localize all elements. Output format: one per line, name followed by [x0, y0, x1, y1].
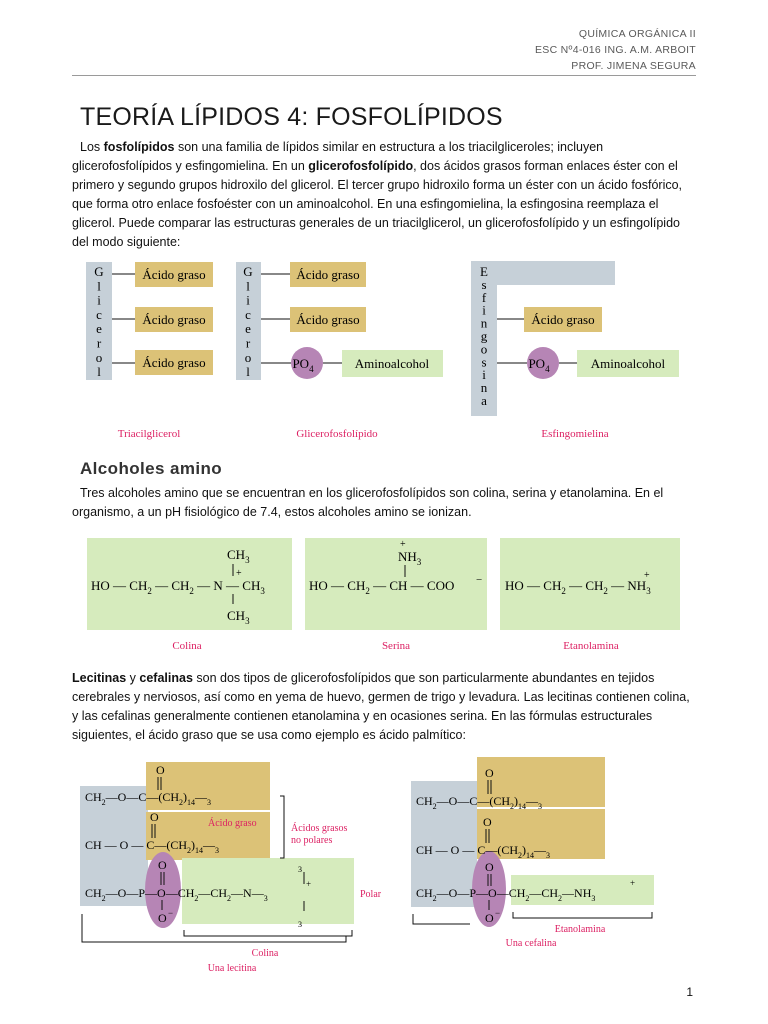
charge-plus: +: [644, 570, 650, 581]
una-cefalina-label: Una cefalina: [505, 938, 557, 949]
vertical-letter: l: [97, 364, 101, 380]
sub-2: 2: [189, 586, 194, 596]
sub-3: 3: [263, 894, 268, 903]
sub-3: 3: [416, 557, 422, 567]
ch3-text: CH: [227, 608, 246, 623]
ch2-text: CH: [541, 886, 559, 900]
vertical-letter: i: [482, 367, 486, 383]
vertical-letter: s: [481, 276, 487, 292]
chain-text: (CH: [497, 843, 519, 857]
sub-3: 3: [245, 555, 250, 565]
sub-3: 3: [591, 894, 596, 903]
charge-plus: +: [400, 539, 406, 550]
caption-etanolamina: Etanolamina: [563, 640, 619, 652]
ch2-text: CH: [85, 886, 102, 900]
sub-3: 3: [215, 846, 220, 855]
charge-plus: +: [630, 878, 636, 888]
c-text: C: [138, 790, 147, 804]
aminoalcohol-label: Aminoalcohol: [354, 356, 430, 371]
header-teacher: PROF. JIMENA SEGURA: [571, 60, 696, 72]
vertical-letter: e: [96, 321, 102, 337]
lecitinas-text-1: y: [126, 671, 140, 685]
vertical-letter: l: [97, 278, 101, 294]
sub-2: 2: [558, 894, 563, 903]
sub-14: 14: [518, 802, 527, 811]
vertical-letter: l: [246, 364, 250, 380]
chain-text: (CH: [166, 838, 188, 852]
ch2-text: CH: [85, 790, 102, 804]
acido-graso-label: Ácido graso: [531, 312, 595, 327]
sub-2: 2: [561, 586, 566, 596]
o-text: O: [117, 790, 127, 804]
vertical-letter: a: [481, 393, 487, 408]
chain-text: (CH: [489, 794, 511, 808]
colina-label: Colina: [251, 948, 279, 959]
intro-text-1: Los: [80, 140, 104, 154]
carbonyl-o: O: [156, 763, 165, 777]
caption-glicerofosfolipido: Glicerofosfolípido: [296, 428, 378, 440]
sub-2: 2: [432, 894, 437, 903]
o-text: O: [488, 886, 497, 900]
acido-graso-label: Ácido graso: [142, 355, 206, 370]
o-text: O: [117, 886, 127, 900]
ch2-text: CH: [210, 886, 228, 900]
acido-graso-label: Ácido graso: [208, 818, 257, 829]
vertical-letter: s: [481, 354, 487, 370]
carbonyl-o: O: [483, 815, 492, 829]
cef-row3: $CH_2—O—P—O—CH_2—CH_2—NH_3$: [416, 886, 596, 903]
sub-2: 2: [187, 846, 192, 855]
sub-3: 3: [260, 586, 265, 596]
lecitina-structure: [80, 762, 382, 974]
caption-triacilglicerol: Triacilglicerol: [117, 428, 181, 440]
ch3-text: CH: [227, 547, 246, 562]
sub-2: 2: [518, 851, 523, 860]
carbonyl-o: O: [485, 766, 494, 780]
charge-minus: −: [495, 908, 501, 918]
sub-3: 3: [298, 865, 302, 874]
o-text: O: [157, 886, 166, 900]
caption-esfingomielina: Esfingomielina: [541, 428, 609, 440]
ho-text: HO: [91, 578, 110, 593]
po4-sub: 4: [309, 364, 314, 374]
serina-structure: [305, 538, 487, 652]
vertical-letter: o: [244, 349, 252, 365]
sub-3: 3: [646, 586, 651, 596]
page-number: 1: [686, 985, 693, 999]
phosphate-o-top: O: [485, 860, 494, 874]
ch3-text: CH: [242, 578, 261, 593]
vertical-letter: f: [481, 289, 487, 305]
vertical-letter: l: [246, 278, 250, 294]
o-text: O: [448, 794, 458, 808]
vertical-letter: i: [246, 292, 250, 308]
etanolamina-label: Etanolamina: [554, 924, 606, 935]
etanolamina-formula: HO — $CH_2$ — $CH_2$ — $NH_3$: [505, 578, 651, 596]
sub-2: 2: [101, 798, 106, 807]
serina-formula: HO — $CH_2$ — CH — COO: [309, 578, 455, 596]
ch-text: CH: [85, 838, 102, 852]
o-text: O: [448, 886, 458, 900]
acidos-grasos-label: Ácidos grasos: [291, 823, 348, 834]
phosphate-o-top: O: [158, 858, 167, 872]
ch2-text: CH: [177, 886, 195, 900]
polar-label: Polar: [360, 889, 382, 900]
no-polares-label: no polares: [291, 835, 333, 846]
vertical-letter: e: [245, 321, 251, 337]
sub-2: 2: [365, 586, 370, 596]
sub-2: 2: [147, 586, 152, 596]
p-text: P: [138, 886, 146, 900]
colina-structure: [87, 538, 292, 652]
sub-3: 3: [546, 851, 551, 860]
ch2-text: CH: [416, 886, 433, 900]
lecitinas-text-2: son dos tipos de glicerofosfolípidos que son particularmente abundantes en tejidos cerebrales y nerviosos, así como en yema de huevo, germen de trigo y levadura. Las lecitinas contienen colina, y las cefalinas generalmente contienen etanolamina y en ocasiones serina. En las fórmulas estructurales siguientes, el ácido graso que se usa como ejemplo es ácido palmítico:: [72, 671, 690, 742]
page-title: TEORÍA LÍPIDOS 4: FOSFOLÍPIDOS: [80, 103, 503, 131]
bracket-etanolamina: [513, 912, 652, 918]
caption-serina: Serina: [381, 640, 411, 652]
intro-text-2: son una familia de lípidos similar en estructura a los triacilgliceroles; incluyen glicerofosfolípidos y esfingomielina. En un: [72, 140, 604, 173]
charge-minus: −: [168, 908, 174, 918]
etanolamina-structure: [500, 538, 680, 652]
ho-text: HO: [505, 578, 524, 593]
sub-2: 2: [603, 586, 608, 596]
ch2-text: CH: [129, 578, 148, 593]
bracket-colina: [184, 930, 352, 936]
ch2-text: CH: [585, 578, 604, 593]
vertical-letter: n: [480, 380, 488, 396]
vertical-letter: G: [243, 264, 253, 279]
po4-sub: 4: [545, 364, 550, 374]
header-course: QUÍMICA ORGÁNICA II: [578, 28, 696, 40]
p-text: P: [469, 886, 477, 900]
ch2-text: CH: [416, 794, 433, 808]
o-text: O: [450, 843, 460, 857]
sub-2: 2: [510, 802, 515, 811]
sub-3: 3: [207, 798, 212, 807]
sub-3: 3: [538, 802, 543, 811]
ch2-text: CH: [347, 578, 366, 593]
ch3-bottom: [298, 920, 302, 929]
cef-row1: $CH_2—O—C—(CH_2)_{14}—_3$: [416, 794, 543, 811]
coo-text: COO: [426, 578, 455, 593]
intro-bold-fosfolipidos: fosfolípidos: [103, 140, 175, 154]
sub-14: 14: [195, 846, 204, 855]
sub-2: 2: [194, 894, 199, 903]
aminoalcohol-label: Aminoalcohol: [590, 356, 666, 371]
vertical-letter: c: [96, 306, 102, 322]
colina-formula: HO — $CH_2$ — $CH_2$ — N — $CH_3$: [91, 578, 265, 596]
section-heading-alcoholes-amino: Alcoholes amino: [80, 459, 223, 478]
lec-row1: $CH_2—O—C—(CH_2)_{14}—_3$: [85, 790, 212, 807]
n-text: N: [243, 886, 252, 900]
vertical-letter: c: [245, 306, 251, 322]
intro-bold-glicerofosfolipido: glicerofosfolípido: [308, 159, 414, 173]
esfingomielina-diagram: [471, 261, 679, 440]
acido-graso-label: Ácido graso: [296, 267, 360, 282]
c-text: C: [146, 838, 155, 852]
n-text: N: [574, 886, 583, 900]
vertical-letter: i: [97, 292, 101, 308]
phosphate-o-bottom: O: [485, 911, 494, 925]
carbonyl-o: O: [150, 810, 159, 824]
ch-text: CH: [416, 843, 433, 857]
vertical-letter: r: [96, 335, 102, 351]
vertical-letter: n: [480, 315, 488, 331]
phosphate-o-bottom: O: [158, 911, 167, 925]
triacilglicerol-diagram: [86, 262, 213, 440]
sub-2: 2: [432, 802, 437, 811]
cef-row2: CH — O — $C—(CH_2)_{14}—_3$: [416, 843, 551, 860]
n-text: N: [213, 578, 223, 593]
sub-14: 14: [187, 798, 196, 807]
ch2-text: CH: [171, 578, 190, 593]
bold-lecitinas: Lecitinas: [72, 671, 127, 685]
sub-2: 2: [101, 894, 106, 903]
ho-text: HO: [309, 578, 328, 593]
bracket-acidos: [280, 796, 284, 858]
charge-plus: +: [236, 568, 242, 579]
sub-2: 2: [227, 894, 232, 903]
vertical-letter: o: [480, 341, 488, 357]
lec-row3: $CH_2—O—P—O—CH_2—CH_2—N—_3$: [85, 886, 268, 903]
sub-3: 3: [245, 616, 250, 626]
sub-2: 2: [179, 798, 184, 807]
charge-plus: +: [306, 879, 312, 889]
sub-2: 2: [525, 894, 530, 903]
header-school: ESC Nº4-016 ING. A.M. ARBOIT: [534, 44, 696, 56]
acido-graso-label: Ácido graso: [142, 267, 206, 282]
ch-text: CH: [389, 578, 408, 593]
bold-cefalinas: cefalinas: [139, 671, 193, 685]
ch3-top: [298, 865, 302, 874]
vertical-letter: i: [482, 302, 486, 318]
charge-minus: −: [476, 574, 483, 586]
ch2-text: CH: [543, 578, 562, 593]
sub-14: 14: [526, 851, 535, 860]
nh3-text: NH: [627, 578, 647, 593]
alcoholes-text: Tres alcoholes amino que se encuentran en los glicerofosfolípidos son colina, serina y etanolamina. En el organismo, a un pH fisiológico de 7.4, estos alcoholes amino se ionizan.: [72, 486, 664, 519]
vertical-letter: g: [480, 328, 488, 344]
nh3-text: NH: [398, 549, 417, 564]
vertical-letter: r: [245, 335, 251, 351]
o-text: O: [119, 838, 129, 852]
sub-3: 3: [298, 920, 302, 929]
po4-text: PO: [292, 356, 310, 371]
acido-graso-label: Ácido graso: [296, 312, 360, 327]
c-text: C: [477, 843, 486, 857]
ch2-text: CH: [508, 886, 526, 900]
caption-colina: Colina: [172, 640, 202, 652]
intro-text-3: , dos ácidos grasos forman enlaces éster con el primero y segundo grupos hidroxilo del glicerol. El tercer grupo hidroxilo forma un éster con un ácido fosfórico, que forma otro enlace fosfoéster con un aminoalcohol. En una esfingomielina, la esfingosina reemplaza el glicerol. Puede comparar las estructuras generales de un triacilglicerol, un glicerofosfolípido y un esfingolípido del modo siguiente:: [72, 159, 683, 249]
chain-text: (CH: [158, 790, 180, 804]
lec-row2: CH — O — $C—(CH_2)_{14}—_3$: [85, 838, 220, 855]
vertical-letter: E: [480, 264, 488, 279]
cefalina-structure: [411, 757, 654, 949]
acido-graso-label: Ácido graso: [142, 312, 206, 327]
po4-text: PO: [528, 356, 546, 371]
c-text: C: [469, 794, 478, 808]
vertical-letter: G: [94, 264, 104, 279]
vertical-letter: o: [95, 349, 103, 365]
glicerofosfolipido-diagram: [236, 262, 443, 440]
una-lecitina-label: Una lecitina: [207, 963, 257, 974]
bracket-cefalina: [413, 914, 470, 924]
